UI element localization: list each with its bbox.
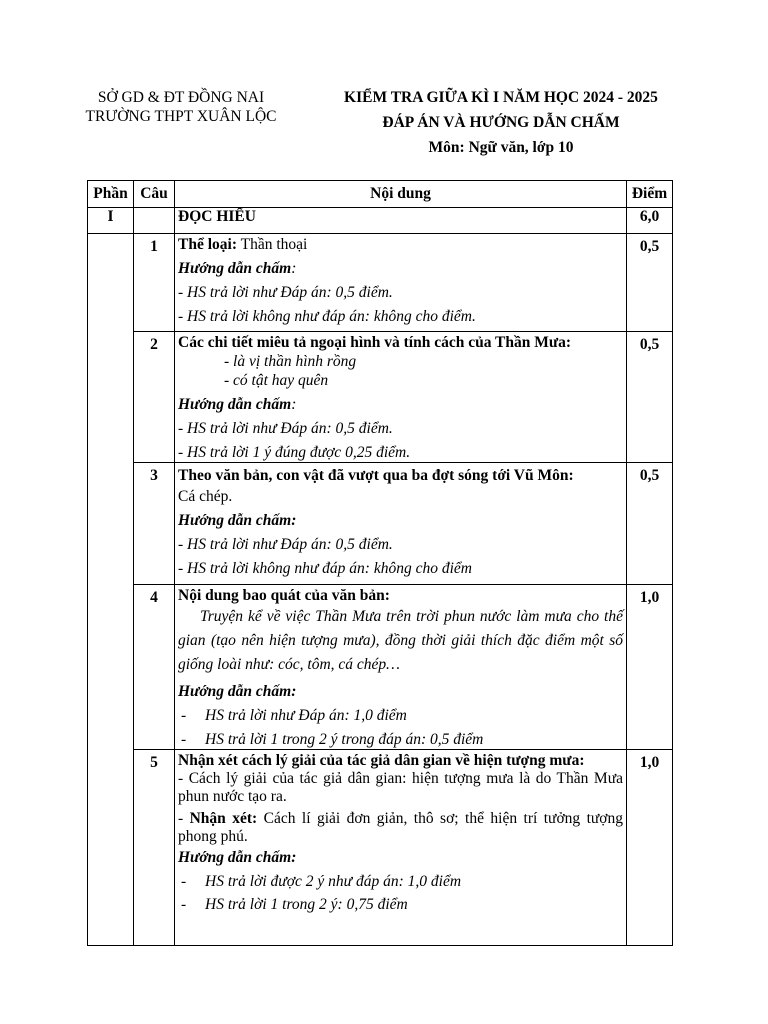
header-part: Phần: [88, 181, 134, 208]
q5-answer-2: [178, 810, 623, 846]
q5-answer-1: - Cách lý giải của tác giả dân gian: hiện tượng mưa là do Thần Mưa phun nước tạo ra.: [178, 770, 623, 805]
q4-guide-1-text: HS trả lời như Đáp án: 1,0 điểm: [205, 707, 407, 724]
section-row: [88, 208, 673, 234]
part-empty-cell: [88, 234, 134, 946]
q2-guide-colon: :: [291, 396, 297, 413]
q1-guide-heading: [178, 259, 623, 278]
q5-guide-2: [178, 895, 623, 914]
question-score: 1,0: [627, 750, 673, 946]
question-content: [175, 332, 627, 463]
dash-mark: -: [181, 731, 187, 748]
question-number: 5: [134, 750, 175, 946]
q3-guide-2: - HS trả lời không như đáp án: không cho điểm: [178, 560, 472, 577]
question-row-2: [88, 332, 673, 463]
header-question: Câu: [134, 181, 175, 208]
question-number: 3: [134, 463, 175, 585]
q5-comment-label: Nhận xét:: [189, 810, 258, 827]
dash-mark: -: [181, 896, 187, 913]
question-score: 0,5: [627, 463, 673, 585]
school-name: TRƯỜNG THPT XUÂN LỘC: [85, 108, 277, 125]
question-score: 1,0: [627, 585, 673, 750]
q5-guide-2-text: HS trả lời 1 trong 2 ý: 0,75 điểm: [205, 896, 408, 913]
section-score: 6,0: [627, 208, 673, 234]
q1-label: Thể loại:: [178, 236, 237, 253]
question-score: 0,5: [627, 234, 673, 332]
q2-guide-1: - HS trả lời như Đáp án: 0,5 điểm.: [178, 420, 393, 437]
q3-answer: Cá chép.: [178, 488, 233, 505]
department-name: SỞ GD & ĐT ĐỒNG NAI: [97, 89, 265, 106]
q3-guide-heading: Hướng dẫn chấm:: [178, 512, 297, 529]
dash-mark: -: [181, 707, 187, 724]
q1-answer: Thần thoại: [237, 236, 308, 253]
q2-title: Các chi tiết miêu tả ngoại hình và tính cách của Thần Mưa:: [178, 334, 572, 351]
question-row-4: [88, 585, 673, 750]
q2-guide-label: Hướng dẫn chấm: [178, 396, 292, 413]
q4-answer: Truyện kể về việc Thần Mưa trên trời phun nước làm mưa cho thế gian (tạo nên hiện tượng mưa), đồng thời giải thích đặc điểm một số giống loài như: cóc, tôm, cá chép…: [178, 608, 623, 673]
dash-mark: -: [181, 873, 187, 890]
question-number: 4: [134, 585, 175, 750]
question-number: 1: [134, 234, 175, 332]
q3-title: Theo văn bản, con vật đã vượt qua ba đợt sóng tới Vũ Môn:: [178, 467, 574, 484]
question-content: [175, 585, 627, 750]
q1-guide-2: - HS trả lời không như đáp án: không cho điểm.: [178, 308, 476, 325]
question-content: [175, 750, 627, 946]
exam-header: [318, 88, 684, 163]
section-question-empty: [134, 208, 175, 234]
question-score: 0,5: [627, 332, 673, 463]
question-row-5: [88, 750, 673, 946]
q2-answer-2: - có tật hay quên: [224, 372, 329, 389]
grading-table: [87, 180, 673, 946]
section-title: ĐỌC HIỂU: [175, 208, 627, 234]
q4-title: Nội dung bao quát của văn bản:: [178, 587, 390, 604]
question-content: [175, 234, 627, 332]
answer-key-title: ĐÁP ÁN VÀ HƯỚNG DẪN CHẤM: [382, 114, 620, 131]
question-row-3: [88, 463, 673, 585]
header-score: Điểm: [627, 181, 673, 208]
q5-guide-1: [178, 872, 623, 891]
question-number: 2: [134, 332, 175, 463]
q5-guide-heading: Hướng dẫn chấm:: [178, 849, 297, 866]
exam-title: KIỂM TRA GIỮA KÌ I NĂM HỌC 2024 - 2025: [344, 89, 658, 106]
table-header-row: [88, 181, 673, 208]
q1-guide-colon: :: [291, 260, 297, 277]
q4-guide-1: [178, 706, 623, 725]
question-content: [175, 463, 627, 585]
section-part: I: [88, 208, 134, 234]
q2-guide-heading: [178, 395, 623, 414]
q4-guide-2: [178, 730, 623, 749]
header-content: Nội dung: [175, 181, 627, 208]
q1-answer-line: [178, 235, 623, 254]
q2-guide-2: - HS trả lời 1 ý đúng được 0,25 điểm.: [178, 444, 411, 461]
q3-guide-1: - HS trả lời như Đáp án: 0,5 điểm.: [178, 536, 393, 553]
q1-guide-label: Hướng dẫn chấm: [178, 260, 292, 277]
q4-guide-2-text: HS trả lời 1 trong 2 ý trong đáp án: 0,5 điểm: [205, 731, 484, 748]
q5-dash: -: [178, 810, 190, 827]
q1-guide-1: - HS trả lời như Đáp án: 0,5 điểm.: [178, 284, 393, 301]
q4-guide-heading: Hướng dẫn chấm:: [178, 683, 297, 700]
question-row-1: [88, 234, 673, 332]
q5-guide-1-text: HS trả lời được 2 ý như đáp án: 1,0 điểm: [205, 873, 462, 890]
q2-answer-1: - là vị thần hình rồng: [224, 353, 357, 370]
subject-line: Môn: Ngữ văn, lớp 10: [428, 139, 574, 156]
q5-comment-text: Cách lí giải đơn giản, thô sơ; thể hiện trí tưởng tượng phong phú.: [178, 810, 623, 845]
school-header: [56, 88, 306, 126]
q5-title: Nhận xét cách lý giải của tác giả dân gian về hiện tượng mưa:: [178, 752, 585, 769]
